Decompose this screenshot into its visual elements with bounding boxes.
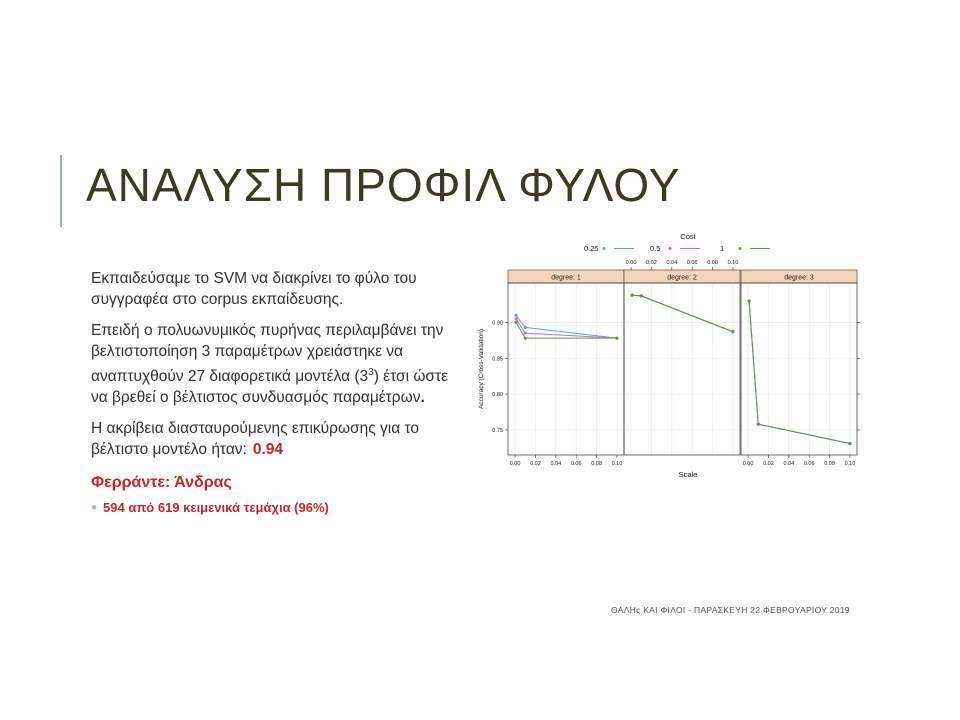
series-line xyxy=(516,315,617,338)
panel-strip-label: degree: 1 xyxy=(551,274,581,282)
x-axis-label: Scale xyxy=(678,470,698,479)
x-tick-label: 0.08 xyxy=(824,461,835,467)
y-tick-label: 0.85 xyxy=(492,356,503,363)
accuracy-chart xyxy=(472,230,856,480)
series-point xyxy=(848,442,851,445)
result-item-text: 594 από 619 κειμενικά τεμάχια (96%) xyxy=(103,500,329,516)
legend-label: 0.25 xyxy=(584,244,599,253)
y-tick-label: 0.80 xyxy=(492,392,503,399)
x-tick-label: 0.02 xyxy=(646,260,657,266)
slide-title: ΑΝΑΛΥΣΗ ΠΡΟΦΙΛ ΦΥΛΟΥ xyxy=(86,159,681,211)
panel-strip-label: degree: 3 xyxy=(784,274,814,282)
x-tick-label: 0.10 xyxy=(727,260,739,266)
legend-label: 0.5 xyxy=(650,244,661,253)
series-point xyxy=(615,337,618,340)
paragraph-3-text: Η ακρίβεια διασταυρούμενης επικύρωσης για το βέλτιστο μοντέλο ήταν: xyxy=(91,420,419,459)
paragraph-2-main: Επειδή ο πολυωνυμικός πυρήνας περιλαμβάνει την βελτιστοποίηση 3 παραμέτρων χρειάστηκε να αναπτυχθούν 27 διαφορετικά μοντέλα (3 xyxy=(91,322,444,386)
x-tick-label: 0.00 xyxy=(742,461,754,467)
series-point xyxy=(524,332,527,335)
legend-label: 1 xyxy=(720,244,725,253)
result-heading: Φερράντε: Άνδρας xyxy=(91,474,232,492)
series-point xyxy=(524,326,527,329)
legend-marker xyxy=(739,247,742,250)
series-point xyxy=(640,294,643,297)
series-point xyxy=(731,330,734,333)
chart-panel xyxy=(508,270,624,467)
bullet-icon: ● xyxy=(91,502,98,514)
panel-border xyxy=(508,283,624,455)
y-tick-label: 0.90 xyxy=(492,320,503,327)
slide-footer: ΘΑΛΗς ΚΑΙ ΦΙΛΟΙ - ΠΑΡΑΣΚΕΥΗ 22 ΦΕΒΡΟΥΑΡΙΟΥ 2019 xyxy=(611,605,850,615)
x-tick-label: 0.06 xyxy=(570,461,582,467)
y-tick-label: 0.75 xyxy=(492,427,503,434)
legend-marker xyxy=(669,247,672,250)
series-line xyxy=(632,295,733,332)
chart-panel xyxy=(624,260,740,455)
x-tick-label: 0.04 xyxy=(550,461,562,467)
panel-border xyxy=(741,283,857,455)
paragraph-3 xyxy=(91,418,461,460)
series-point xyxy=(524,337,527,340)
paragraph-2 xyxy=(91,320,461,408)
paragraph-2-period: . xyxy=(420,389,425,407)
x-tick-label: 0.00 xyxy=(625,260,637,266)
x-tick-label: 0.04 xyxy=(783,461,795,467)
y-axis-label: Accuracy (Cross-Validation) xyxy=(478,328,485,410)
x-tick-label: 0.10 xyxy=(844,461,856,467)
body-text xyxy=(91,268,461,518)
title-accent-line xyxy=(60,155,62,227)
x-tick-label: 0.04 xyxy=(666,260,678,266)
paragraph-2-tail: ) έτσι ώστε να βρεθεί ο βέλτιστος συνδυασμός παραμέτρων xyxy=(91,368,449,407)
x-tick-label: 0.10 xyxy=(611,461,623,467)
paragraph-2-exponent: 3 xyxy=(368,367,374,378)
series-point xyxy=(514,321,517,324)
series-point xyxy=(514,317,517,320)
legend-marker xyxy=(603,247,606,250)
series-point xyxy=(630,294,633,297)
chart-legend xyxy=(584,232,770,253)
series-point xyxy=(747,299,750,302)
series-point xyxy=(514,314,517,317)
series-point xyxy=(757,423,760,426)
x-tick-label: 0.02 xyxy=(530,461,541,467)
panel-strip-label: degree: 2 xyxy=(667,274,697,282)
paragraph-1: Εκπαιδεύσαμε το SVM να διακρίνει το φύλο του συγγραφέα στο corpus εκπαίδευσης. xyxy=(91,270,417,308)
x-tick-label: 0.00 xyxy=(509,461,521,467)
chart-panel xyxy=(741,270,857,467)
panel-border xyxy=(624,283,740,455)
legend-title: Cost xyxy=(680,232,696,241)
accuracy-chart-svg xyxy=(472,230,856,480)
x-tick-label: 0.02 xyxy=(763,461,774,467)
x-tick-label: 0.06 xyxy=(803,461,815,467)
accuracy-value: 0.94 xyxy=(252,441,284,459)
x-tick-label: 0.08 xyxy=(707,260,718,266)
result-item xyxy=(91,497,461,518)
x-tick-label: 0.08 xyxy=(591,461,602,467)
x-tick-label: 0.06 xyxy=(686,260,698,266)
